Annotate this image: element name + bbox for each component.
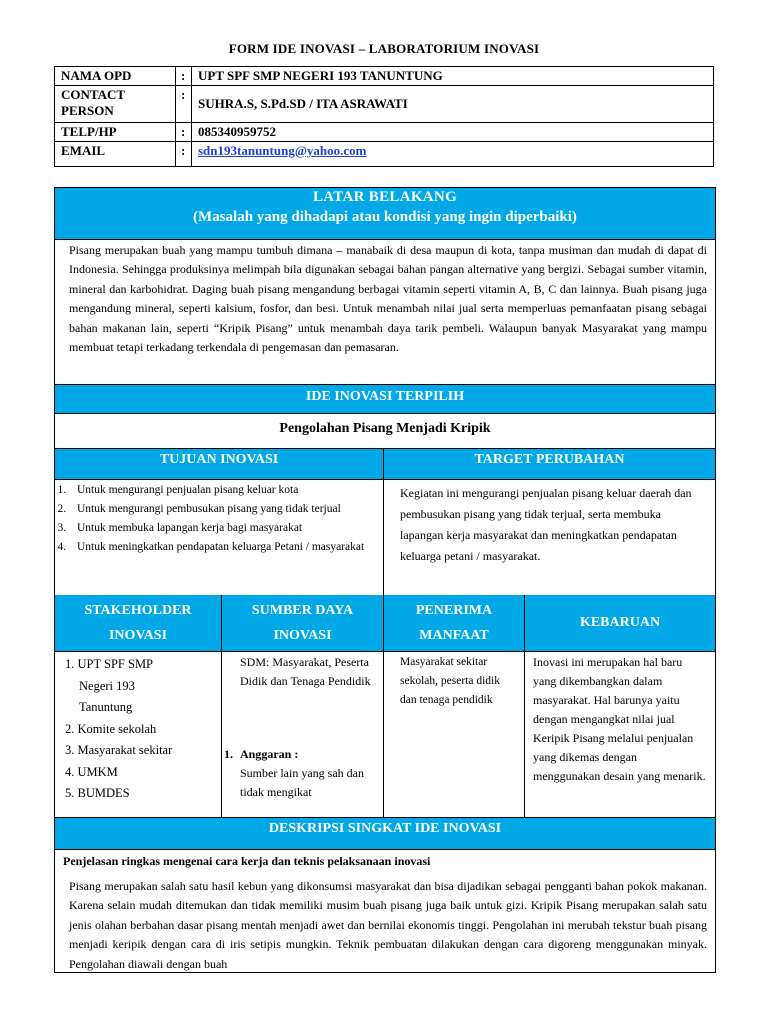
stakeholder-heading: STAKEHOLDER INOVASI	[55, 595, 222, 651]
info-colon: :	[176, 86, 192, 123]
anggaran-label: Anggaran :	[240, 747, 299, 761]
target-text: Kegiatan ini mengurangi penjualan pisang keluar daerah dan pembusukan pisang yang tidak terjual, serta membuka lapangan kerja masyarakat dan meningkatkan pendapatan keluarga petani / masyarakat.	[400, 486, 692, 563]
tujuan-heading: TUJUAN INOVASI	[55, 449, 384, 479]
stakeholder-list	[55, 652, 221, 805]
list-item: 2. Untuk mengurangi pembusukan pisang yang tidak terjual	[69, 500, 383, 519]
info-row-telp	[55, 123, 714, 142]
list-item: 4. Untuk meningkatkan pendapatan keluarga Petani / masyarakat	[69, 538, 383, 557]
tujuan-target-body	[55, 480, 715, 595]
deskripsi-heading: DESKRIPSI SINGKAT IDE INOVASI	[55, 817, 715, 850]
info-value	[192, 142, 714, 167]
kebaruan-heading: KEBARUAN	[525, 595, 715, 651]
info-colon: :	[176, 142, 192, 167]
form-title: FORM IDE INOVASI – LABORATORIUM INOVASI	[228, 41, 540, 56]
list-item: Tanuntung	[79, 700, 133, 714]
info-row-contact-person	[55, 86, 714, 123]
sumber-heading: SUMBER DAYA INOVASI	[222, 595, 384, 651]
penerima-text: Masyarakat sekitar sekolah, peserta didik dan tenaga pendidik	[384, 652, 525, 817]
latar-subheading: (Masalah yang dihadapi atau kondisi yang ingin diperbaiki)	[193, 209, 577, 225]
four-col-body	[55, 652, 715, 817]
info-label: NAMA OPD	[55, 67, 176, 86]
tujuan-list	[55, 481, 383, 557]
info-label: EMAIL	[55, 142, 176, 167]
list-item: 2. Komite sekolah	[65, 721, 157, 736]
tujuan-cell	[55, 480, 384, 595]
four-col-headings	[55, 595, 715, 652]
info-value: UPT SPF SMP NEGERI 193 TANUNTUNG	[192, 67, 714, 86]
deskripsi-text: Pisang merupakan salah satu hasil kebun yang dikonsumsi masyarakat dan bisa dijadikan sebagai pengganti bahan pokok makanan. Karena selain mudah ditemukan dan tidak memiliki musim buah pisang juga baik untuk gizi. Kripik Pisang merupakan salah satu jenis olahan berbahan dasar pisang mentah menjadi awet dan bernilai ekonomis tinggi. Pengolahan ini merubah tekstur buah pisang menjadi keripik dengan cara di iris setipis mungkin. Teknik pembuatan dilakukan dengan cara digoreng menggunakan minyak. Pengolahan diawali dengan buah	[69, 879, 707, 971]
anggaran-text: Sumber lain yang sah dan tidak mengikat	[240, 766, 364, 799]
stakeholder-cell	[55, 652, 222, 817]
list-item: 1. Untuk mengurangi penjualan pisang keluar kota	[69, 481, 383, 500]
info-value: SUHRA.S, S.Pd.SD / ITA ASRAWATI	[192, 86, 714, 123]
deskripsi-subheading: Penjelasan ringkas mengenai cara kerja dan teknis pelaksanaan inovasi	[63, 854, 431, 868]
sumber-cell	[222, 652, 384, 817]
list-item: 1. UPT SPF SMP	[65, 657, 154, 671]
info-value: 085340959752	[192, 123, 714, 142]
info-label: TELP/HP	[55, 123, 176, 142]
list-item: 3. Masyarakat sekitar	[65, 743, 173, 757]
ide-value: Pengolahan Pisang Menjadi Kripik	[55, 414, 715, 449]
sdm-text: SDM: Masyarakat, Peserta Didik dan Tenaga Pendidik	[240, 655, 371, 688]
info-label: CONTACT PERSON	[55, 86, 176, 123]
info-row-nama-opd	[55, 67, 714, 86]
tujuan-target-headings	[55, 449, 715, 480]
target-heading: TARGET PERUBAHAN	[384, 449, 715, 479]
list-item: 5. BUMDES	[65, 786, 130, 800]
latar-body	[55, 240, 715, 385]
latar-heading-block	[55, 188, 715, 240]
info-colon: :	[176, 67, 192, 86]
list-item: Negeri 193	[79, 678, 135, 693]
info-row-email	[55, 142, 714, 167]
info-colon: :	[176, 123, 192, 142]
email-link[interactable]: sdn193tanuntung@yahoo.com	[198, 143, 367, 158]
latar-text: Pisang merupakan buah yang mampu tumbuh dimana – manabaik di desa maupun di kota, tanpa musiman dan mudah di dapat di Indonesia. Sehingga produksinya melimpah bila digunakan sebagai bahan pangan alternative yang bergizi. Sebagai sumber vitamin, mineral dan karbohidrat. Daging buah pisang mengandung berbagai vitamin seperti vitamin A, B, C dan lainnya. Buah pisang juga mengandung mineral, seperti kalsium, fosfor, dan besi. Untuk menambah nilai jual serta memperluas pemanfaatan pisang sebagai bahan makanan lain, seperti “Kripik Pisang” untuk menambah daya tarik pembeli. Walaupun banyak Masyarakat yang mampu membuat tetapi terkadang terkendala di pengemasan dan pemasaran.	[69, 243, 707, 355]
ide-heading: IDE INOVASI TERPILIH	[55, 385, 715, 414]
info-table	[54, 66, 714, 167]
penerima-heading: PENERIMA MANFAAT	[384, 595, 525, 651]
list-item: 4. UMKM	[65, 764, 118, 779]
main-form	[54, 187, 716, 973]
latar-heading: LATAR BELAKANG	[312, 189, 458, 205]
kebaruan-text: Inovasi ini merupakan hal baru yang dikembangkan dalam masyarakat. Hal barunya yaitu dengan mengangkat nilai jual Keripik Pisang melalui penjualan yang dikemas dengan menggunakan desain yang menarik.	[533, 655, 706, 783]
list-item: 3. Untuk membuka lapangan kerja bagi masyarakat	[69, 519, 383, 538]
anggaran-row	[224, 745, 377, 764]
anggaran-number: 1.	[224, 747, 233, 761]
